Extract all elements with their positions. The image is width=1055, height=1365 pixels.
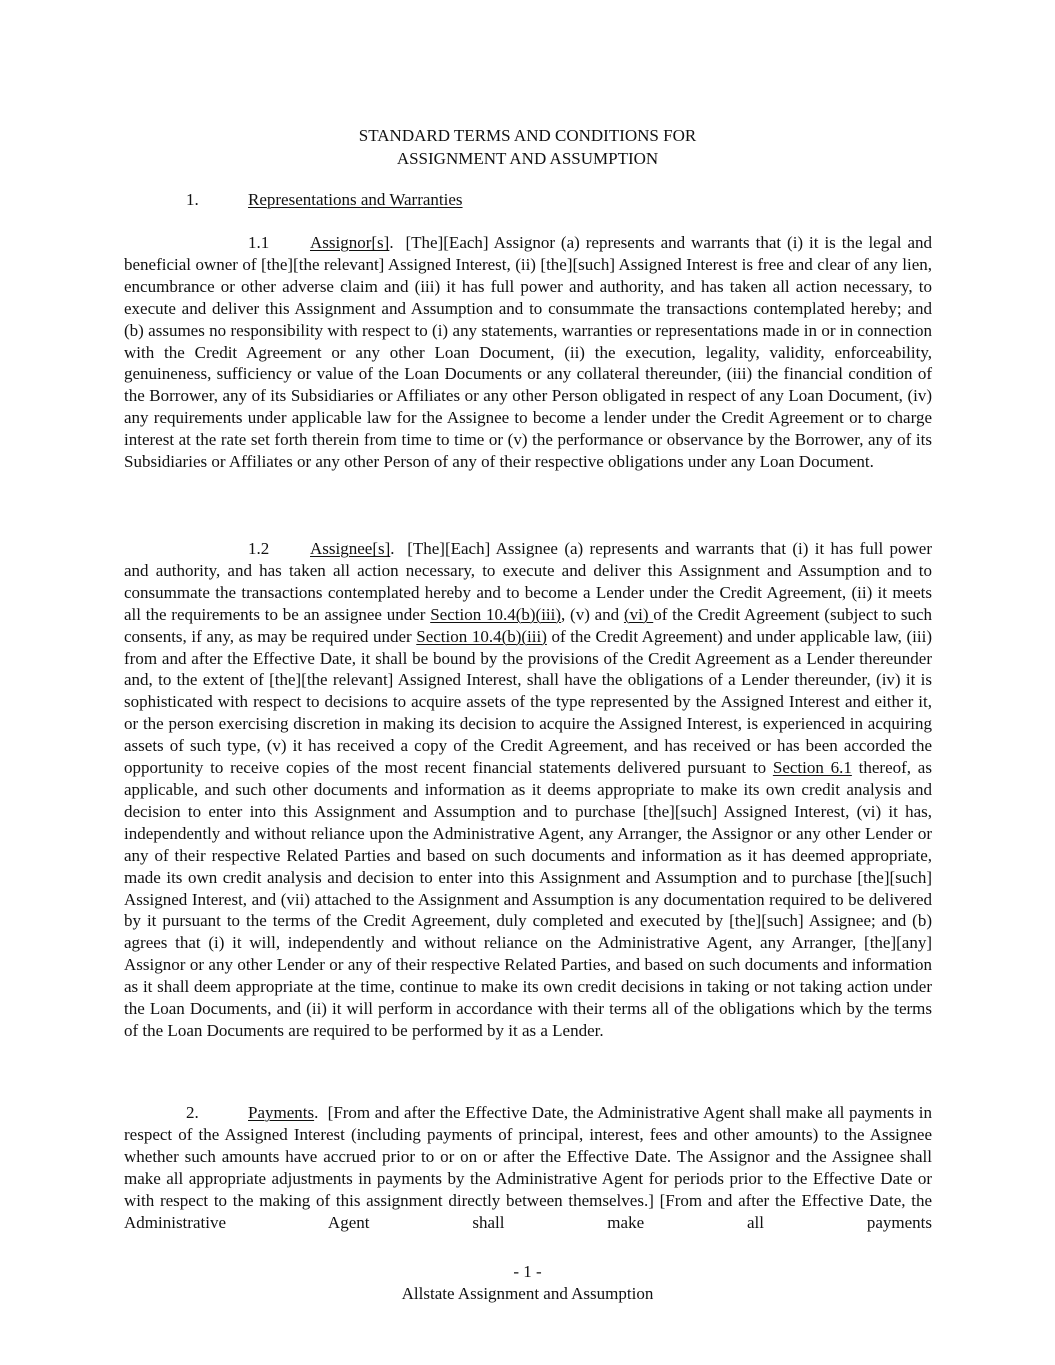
paragraph-2 <box>124 1102 932 1233</box>
paragraph-1-1-body: [The][Each] Assignor (a) represents and warrants that (i) it is the legal and beneficial owner of [the][the relevant] Assigned Interest, (ii) [the][such] Assigned Interest is free and clear of any lien, encumbrance or other adverse claim and (iii) it has full power and authority, and has taken all action necessary, to execute and deliver this Assignment and Assumption and to consummate the transactions contemplated hereby; and (b) assumes no responsibility with respect to (i) any statements, warranties or representations made in or in connection with the Credit Agreement or any other Loan Document, (ii) the execution, legality, validity, enforceability, genuineness, sufficiency or value of the Loan Documents or any collateral thereunder, (iii) the financial condition of the Borrower, any of its Subsidiaries or Affiliates or any other Person obligated in respect of any Loan Document, (iv) any requirements under applicable law for the Assignee to become a lender under the Credit Agreement or to charge interest at the rate set forth therein from time to time or (v) the performance or observance by the Borrower, any of its Subsidiaries or Affiliates or any other Person of any of their respective obligations under any Loan Document. <box>124 233 932 472</box>
paragraph-1-1-text <box>124 232 932 473</box>
title-line-2: ASSIGNMENT AND ASSUMPTION <box>396 149 659 168</box>
page-footer <box>0 1261 1055 1305</box>
footer-document-name: Allstate Assignment and Assumption <box>401 1284 654 1303</box>
paragraph-2-number: 2. <box>186 1103 199 1122</box>
section-1-title: Representations and Warranties <box>248 190 463 209</box>
paragraph-1-1-number: 1.1 <box>248 233 270 252</box>
paragraph-2-heading: Payments <box>248 1103 315 1122</box>
paragraph-1-2-heading: Assignee[s] <box>310 539 391 558</box>
title-line-1: STANDARD TERMS AND CONDITIONS FOR <box>358 126 697 145</box>
page-number: - 1 - <box>513 1262 542 1281</box>
paragraph-1-2-body-5: thereof, as applicable, and such other documents and information as it deems appropriate to make its own credit analysis and decision to enter into this Assignment and Assumption and to purchase [the][such] Assigned Interest, (vi) it has, independently and without reliance upon the Administrative Agent, any Arranger, the Assignor or any other Lender or any of their respective Related Parties and based on such documents and information as it has deemed appropriate, made its own credit analysis and decision to enter into this Assignment and Assumption and to purchase [the][such] Assigned Interest, and (vii) attached to the Assignment and Assumption is any documentation required to be delivered by it pursuant to the terms of the Credit Agreement, duly completed and executed by [the][such] Assignee; and (b) agrees that (i) it will, independently and without reliance on the Administrative Agent, any Arranger, [the][any] Assignor or any other Lender or any of their respective Related Parties, and based on such documents and information as it shall deem appropriate at the time, continue to make its own credit decisions in taking or not taking action under the Loan Documents, and (ii) it will perform in accordance with their terms all of the obligations which by the terms of the Loan Documents are required to be performed by it as a Lender. <box>124 758 932 1040</box>
section-reference-vi: (vi) <box>623 604 654 624</box>
paragraph-1-2-heading-punct: . <box>390 539 395 558</box>
paragraph-1-2-body-1: [The][Each] Assignee (a) represents and warrants that (i) it has full power and authority, and has taken all action necessary, to execute and deliver this Assignment and Assumption and to consummate the transactions contemplated hereby and to become a Lender under the Credit Agreement, (ii) it meets all the requirements to be an assignee under <box>124 539 932 624</box>
paragraph-1-2-number: 1.2 <box>248 539 270 558</box>
section-reference-10-4-b: Section 10.4(b)(iii) <box>416 626 547 646</box>
section-1-heading <box>124 189 932 211</box>
paragraph-1-1-heading-punct: . <box>389 233 394 252</box>
paragraph-1-2 <box>124 538 932 1042</box>
paragraph-1-1 <box>124 232 932 473</box>
section-reference-6-1: Section 6.1 <box>772 758 852 778</box>
paragraph-2-body: [From and after the Effective Date, the Administrative Agent shall make all payments in respect of the Assigned Interest (including payments of principal, interest, fees and other amounts) to the Assignee whether such amounts have accrued prior to or on or after the Effective Date. The Assignor and the Assignee shall make all appropriate adjustments in payments by the Administrative Agent for periods prior to the Effective Date or with respect to the making of this assignment directly between themselves.] [From and after the Effective Date, the Administrative Agent shall make all payments <box>124 1103 933 1232</box>
document-title <box>0 124 1055 170</box>
paragraph-2-heading-punct: . <box>314 1103 319 1122</box>
paragraph-1-2-body-3: of the Credit Agreement (subject to such consents, if any, as may be required under <box>124 604 933 646</box>
paragraph-1-1-heading: Assignor[s] <box>310 233 390 252</box>
paragraph-1-2-body-4: of the Credit Agreement) and under applicable law, (iii) from and after the Effective Date, it shall be bound by the provisions of the Credit Agreement as a Lender thereunder and, to the extent of [the][the relevant] Assigned Interest, shall have the obligations of a Lender thereunder, (iv) it is sophisticated with respect to decisions to acquire assets of the type represented by the Assigned Interest and either it, or the person exercising discretion in making its decision to acquire the Assigned Interest, is experienced in acquiring assets of such type, (v) it has received a copy of the Credit Agreement, and has received or has been accorded the opportunity to receive copies of the most recent financial statements delivered pursuant to <box>124 626 932 778</box>
section-1-number: 1. <box>186 190 199 209</box>
paragraph-1-2-text <box>124 538 932 1042</box>
section-reference-10-4-a: Section 10.4(b)(iii) <box>430 604 562 624</box>
paragraph-2-text <box>124 1102 932 1233</box>
paragraph-1-2-body-2: , (v) and <box>561 604 624 624</box>
